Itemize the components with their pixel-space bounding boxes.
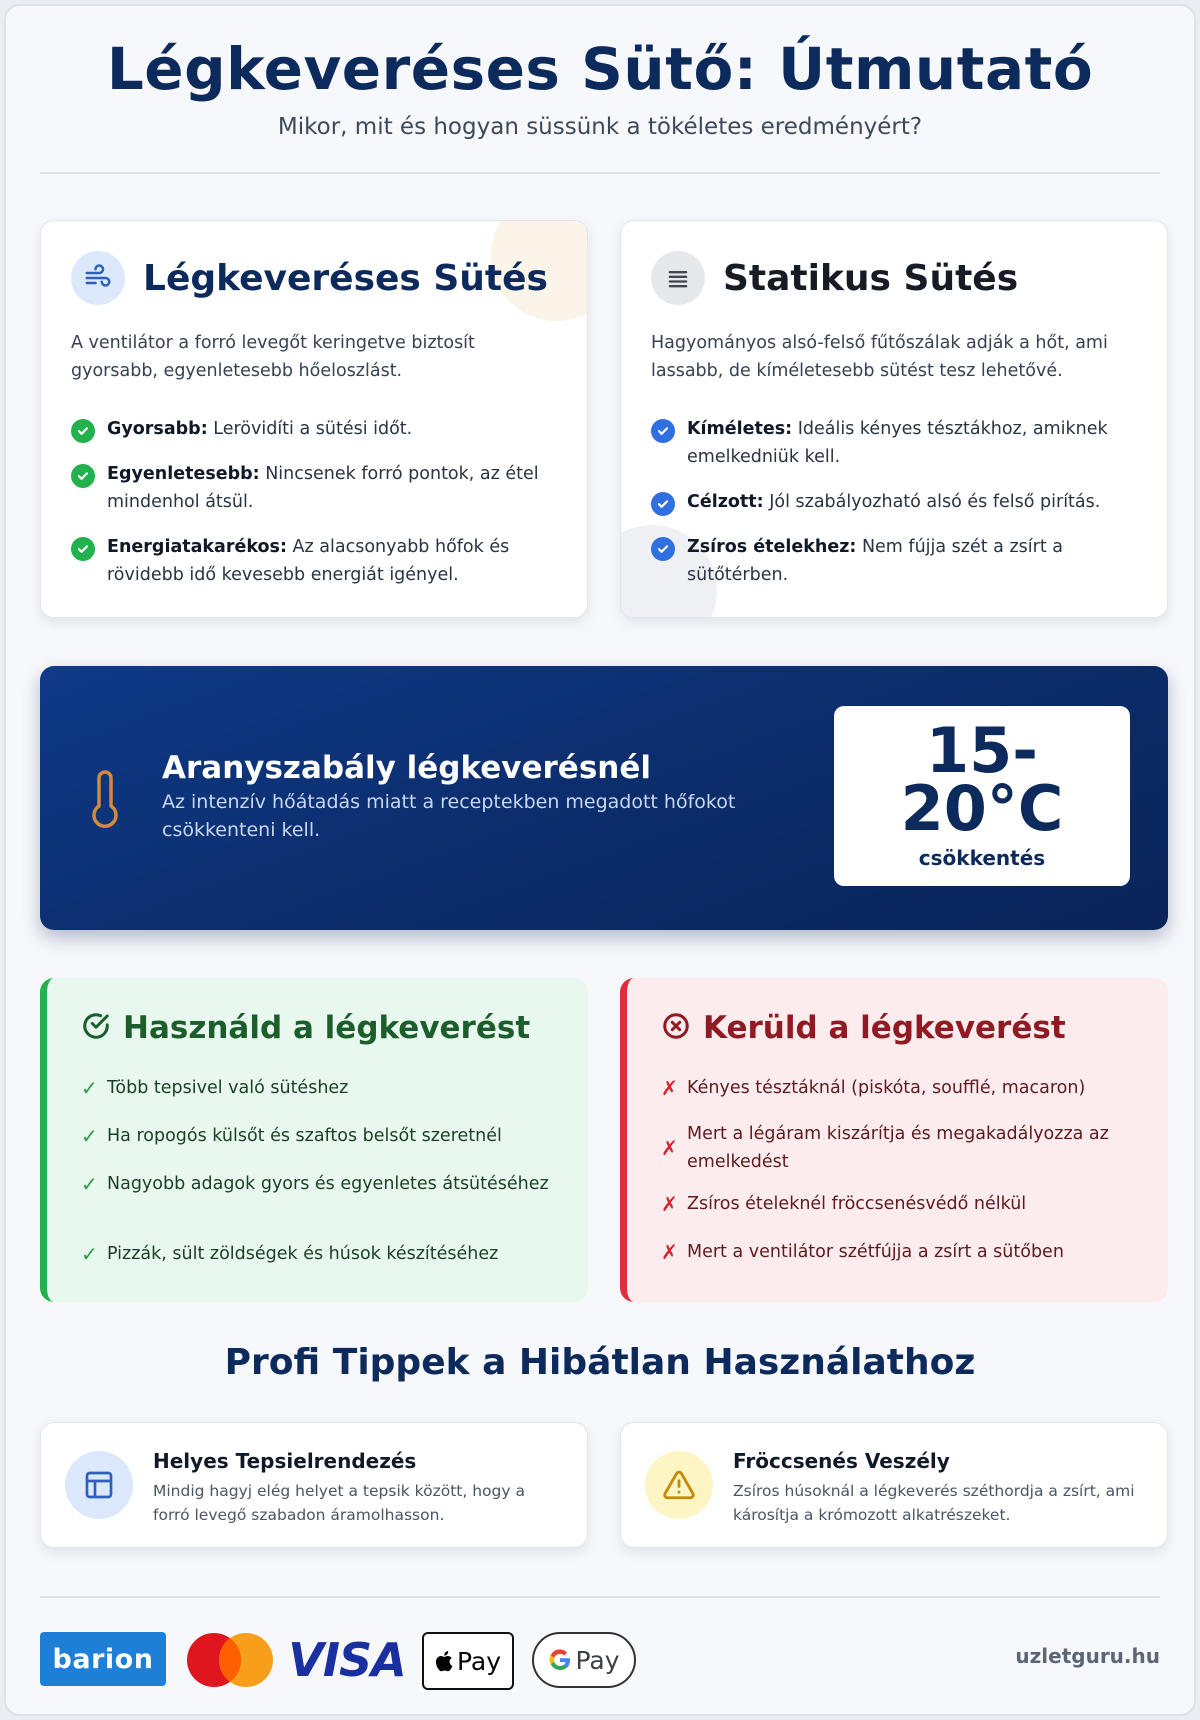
check-icon [651, 492, 675, 516]
list-item-text: Több tepsivel való sütéshez [107, 1078, 349, 1098]
temperature-value-unit: 20°C [900, 772, 1064, 845]
apple-pay-label: Pay [456, 1646, 502, 1676]
tip-title: Helyes Tepsielrendezés [153, 1449, 417, 1473]
feature-label: Energiatakarékos: [107, 537, 287, 557]
use-convection-box [40, 978, 588, 1302]
use-convection-title: Használd a légkeverést [123, 1010, 531, 1046]
list-item-text: Kényes tésztáknál (piskóta, soufflé, macaron) [687, 1078, 1086, 1098]
feature-text: Jól szabályozható alsó és felső pirítás. [763, 492, 1101, 512]
feature-label: Zsíros ételekhez: [687, 537, 857, 557]
convection-description: A ventilátor a forró levegőt keringetve biztosít gyorsabb, egyenletesebb hőeloszlást. [71, 333, 475, 381]
temperature-badge [834, 706, 1130, 886]
golden-rule-text: Az intenzív hőátadás miatt a receptekben megadott hőfokot csökkenteni kell. [162, 791, 736, 841]
page-subtitle: Mikor, mit és hogyan süssünk a tökéletes eredményért? [277, 114, 923, 140]
list-item [661, 1120, 1144, 1176]
list-item-text: Mert a ventilátor szétfújja a zsírt a sütőben [687, 1242, 1064, 1262]
temperature-value-range: 15- [925, 714, 1038, 787]
heating-element-icon [651, 251, 705, 305]
list-item-text: Ha ropogós külsőt és szaftos belsőt szeretnél [107, 1126, 502, 1146]
feature-text: Nincsenek forró pontok, az étel mindenhol átsül. [107, 464, 539, 512]
cross-mark-icon: ✗ [661, 1136, 678, 1160]
convection-title: Légkeveréses Sütés [143, 257, 548, 299]
static-feature [651, 415, 1141, 471]
static-title: Statikus Sütés [723, 257, 1019, 299]
list-item [661, 1190, 1144, 1218]
avoid-convection-title: Kerüld a légkeverést [703, 1010, 1066, 1046]
list-item-text: Mert a légáram kiszárítja és megakadályozza az emelkedést [687, 1124, 1109, 1172]
list-item [661, 1238, 1144, 1266]
temperature-label: csökkentés [918, 846, 1046, 870]
feature-text: Az alacsonyabb hőfok és rövidebb idő kevesebb energiát igényel. [107, 537, 510, 585]
page-title: Légkeveréses Sütő: Útmutató [106, 35, 1094, 103]
google-pay-logo [532, 1632, 636, 1688]
static-feature [651, 488, 1141, 516]
check-circle-icon [81, 1011, 111, 1045]
google-pay-label: Pay [575, 1645, 620, 1675]
list-item [661, 1074, 1144, 1102]
check-mark-icon: ✓ [81, 1076, 98, 1100]
list-item-text: Nagyobb adagok gyors és egyenletes átsütéséhez [107, 1174, 549, 1194]
thermometer-icon [88, 770, 122, 834]
convection-feature [71, 415, 561, 443]
tip-title: Fröccsenés Veszély [733, 1449, 950, 1473]
header [6, 6, 1194, 142]
check-icon [651, 537, 675, 561]
visa-logo: VISA [288, 1633, 406, 1687]
list-item [81, 1240, 564, 1268]
static-description: Hagyományos alsó-felső fűtőszálak adják a hőt, ami lassabb, de kíméletesebb sütést tesz lehetővé. [651, 333, 1108, 381]
layout-icon [65, 1451, 133, 1519]
tips-title: Profi Tippek a Hibátlan Használathoz [224, 1342, 976, 1383]
feature-text: Nem fújja szét a zsírt a sütőtérben. [687, 537, 1063, 585]
golden-rule-banner [40, 666, 1168, 930]
static-card [620, 220, 1168, 618]
feature-text: Lerövidíti a sütési időt. [207, 419, 413, 439]
header-divider [40, 172, 1160, 174]
feature-label: Célzott: [687, 492, 764, 512]
list-item [81, 1170, 564, 1198]
x-circle-icon [661, 1011, 691, 1045]
footer-divider [40, 1596, 1160, 1598]
tip-card [620, 1422, 1168, 1548]
tip-card [40, 1422, 588, 1548]
check-icon [71, 537, 95, 561]
golden-rule-title: Aranyszabály légkeverésnél [162, 750, 651, 786]
wind-icon [71, 251, 125, 305]
infographic-page [4, 4, 1196, 1716]
list-item [81, 1122, 564, 1150]
cross-mark-icon: ✗ [661, 1240, 678, 1264]
feature-label: Gyorsabb: [107, 419, 208, 439]
feature-label: Kíméletes: [687, 419, 793, 439]
list-item-text: Zsíros ételeknél fröccsenésvédő nélkül [687, 1194, 1027, 1214]
convection-feature [71, 460, 561, 516]
barion-logo: barion [40, 1632, 166, 1686]
check-mark-icon: ✓ [81, 1242, 98, 1266]
google-icon [548, 1648, 572, 1672]
list-item [81, 1074, 564, 1102]
cross-mark-icon: ✗ [661, 1192, 678, 1216]
cross-mark-icon: ✗ [661, 1076, 678, 1100]
site-domain[interactable]: uzletguru.hu [1015, 1644, 1160, 1668]
avoid-convection-box [620, 978, 1168, 1302]
check-icon [71, 419, 95, 443]
warning-icon [645, 1451, 713, 1519]
check-icon [71, 464, 95, 488]
apple-pay-logo [422, 1632, 514, 1690]
tip-text: Zsíros húsoknál a légkeverés széthordja a zsírt, ami károsítja a krómozott alkatrészeket. [733, 1482, 1135, 1524]
mastercard-logo [184, 1632, 276, 1688]
feature-text: Ideális kényes tésztákhoz, amiknek emelkedniük kell. [687, 419, 1108, 467]
list-item-text: Pizzák, sült zöldségek és húsok készítéséhez [107, 1244, 499, 1264]
check-mark-icon: ✓ [81, 1124, 98, 1148]
tip-text: Mindig hagyj elég helyet a tepsik között, hogy a forró levegő szabadon áramolhasson. [153, 1482, 525, 1524]
convection-card [40, 220, 588, 618]
check-mark-icon: ✓ [81, 1172, 98, 1196]
check-icon [651, 419, 675, 443]
convection-feature [71, 533, 561, 589]
temperature-value [834, 714, 1130, 845]
static-feature [651, 533, 1141, 589]
feature-label: Egyenletesebb: [107, 464, 260, 484]
apple-icon [435, 1649, 455, 1673]
